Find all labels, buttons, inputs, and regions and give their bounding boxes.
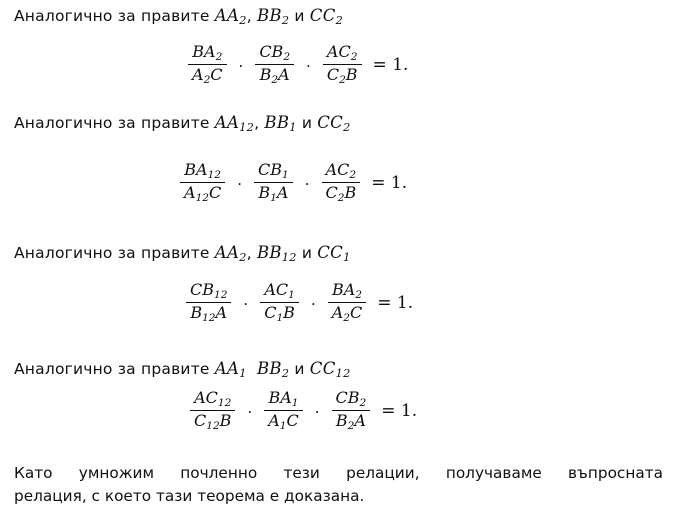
lead-prefix-1: Аналогично за правите <box>14 7 215 25</box>
lead-term-4-3: $CC_{12}$ <box>309 359 351 381</box>
multiplication-dot: · <box>243 295 249 314</box>
fraction-3-2 <box>260 282 299 324</box>
denominator: $A_2C$ <box>331 303 363 325</box>
multiplication-dot: · <box>304 175 310 194</box>
comma-3-1: , <box>246 244 257 262</box>
denominator: $C_{12}B$ <box>194 411 232 433</box>
numerator: $AC_2$ <box>325 160 357 182</box>
numerator: $CB_1$ <box>258 160 289 182</box>
section-2-lead <box>0 113 365 134</box>
multiplication-dot: · <box>237 175 243 194</box>
equation-result: = 1. <box>377 293 414 314</box>
closing-line-2: релация, с което тази теорема е доказана. <box>14 486 365 505</box>
lead-term-4-1: $AA_1$ <box>214 359 247 381</box>
fraction-4-2 <box>264 390 303 432</box>
equation-2 <box>180 162 407 204</box>
lead-term-1-2: $BB_2$ <box>256 6 290 28</box>
lead-term-2-3: $CC_2$ <box>317 113 351 135</box>
denominator: $B_2A$ <box>335 411 366 433</box>
numerator: $AC_2$ <box>326 42 358 64</box>
fraction-4-3 <box>332 390 371 432</box>
lead-term-3-2: $BB_{12}$ <box>256 243 297 265</box>
lead-term-1-1: $AA_2$ <box>214 6 247 28</box>
section-3-lead <box>0 243 365 264</box>
denominator: $C_1B$ <box>264 303 295 325</box>
lead-prefix-4: Аналогично за правите <box>14 360 215 378</box>
lead-term-2-2: $BB_1$ <box>264 113 297 135</box>
fraction-2-1 <box>180 162 225 204</box>
denominator: $A_{12}C$ <box>184 183 222 205</box>
equation-result: = 1. <box>371 173 408 194</box>
conjunction-2: и <box>296 114 318 132</box>
lead-term-3-1: $AA_2$ <box>214 243 247 265</box>
numerator: $CB_2$ <box>259 42 291 64</box>
conjunction-3: и <box>296 244 318 262</box>
comma-1-1: , <box>246 7 257 25</box>
lead-term-3-3: $CC_1$ <box>317 243 351 265</box>
fraction-1-3 <box>323 44 362 86</box>
conjunction-4: и <box>289 360 310 378</box>
denominator: $B_{12}A$ <box>190 303 228 325</box>
numerator: $CB_{12}$ <box>190 280 228 302</box>
closing-paragraph <box>0 462 677 508</box>
equation-4 <box>190 390 417 432</box>
multiplication-dot: · <box>310 295 316 314</box>
fraction-2-2 <box>254 162 293 204</box>
numerator: $BA_1$ <box>268 388 299 410</box>
section-1-lead <box>0 6 357 27</box>
numerator: $BA_2$ <box>192 42 223 64</box>
multiplication-dot: · <box>306 57 311 76</box>
denominator: $A_2C$ <box>192 65 223 87</box>
fraction-3-3 <box>328 282 367 324</box>
fraction-1-2 <box>255 44 294 86</box>
fraction-4-1 <box>190 390 235 432</box>
comma-2-1: , <box>254 114 265 132</box>
denominator: $C_2B$ <box>325 183 357 205</box>
numerator: $BA_{12}$ <box>184 160 221 182</box>
section-4-lead <box>0 359 365 380</box>
equation-result: = 1. <box>372 55 409 76</box>
lead-term-4-2: $BB_2$ <box>256 359 290 381</box>
fraction-2-3 <box>322 162 361 204</box>
multiplication-dot: · <box>314 403 320 422</box>
space-4-1 <box>247 360 257 378</box>
equation-result: = 1. <box>381 401 418 422</box>
numerator: $AC_{12}$ <box>194 388 232 410</box>
multiplication-dot: · <box>247 403 253 422</box>
fraction-3-1 <box>186 282 231 324</box>
denominator: $C_2B$ <box>326 65 358 87</box>
denominator: $B_1A$ <box>258 183 289 205</box>
numerator: $BA_2$ <box>331 280 362 302</box>
multiplication-dot: · <box>238 57 244 76</box>
closing-line-1: Като умножим почленно тези релации, получаваме въпросната <box>14 464 663 482</box>
lead-term-2-1: $AA_{12}$ <box>214 113 255 135</box>
lead-prefix-3: Аналогично за правите <box>14 244 215 262</box>
denominator: $B_2A$ <box>259 65 290 87</box>
lead-prefix-2: Аналогично за правите <box>14 114 215 132</box>
fraction-1-1 <box>188 44 227 86</box>
numerator: $AC_1$ <box>264 280 295 302</box>
conjunction-1: и <box>289 7 310 25</box>
lead-term-1-3: $CC_2$ <box>309 6 344 28</box>
equation-3 <box>186 282 413 324</box>
numerator: $CB_2$ <box>335 388 367 410</box>
equation-1 <box>188 44 408 86</box>
denominator: $A_1C$ <box>268 411 299 433</box>
